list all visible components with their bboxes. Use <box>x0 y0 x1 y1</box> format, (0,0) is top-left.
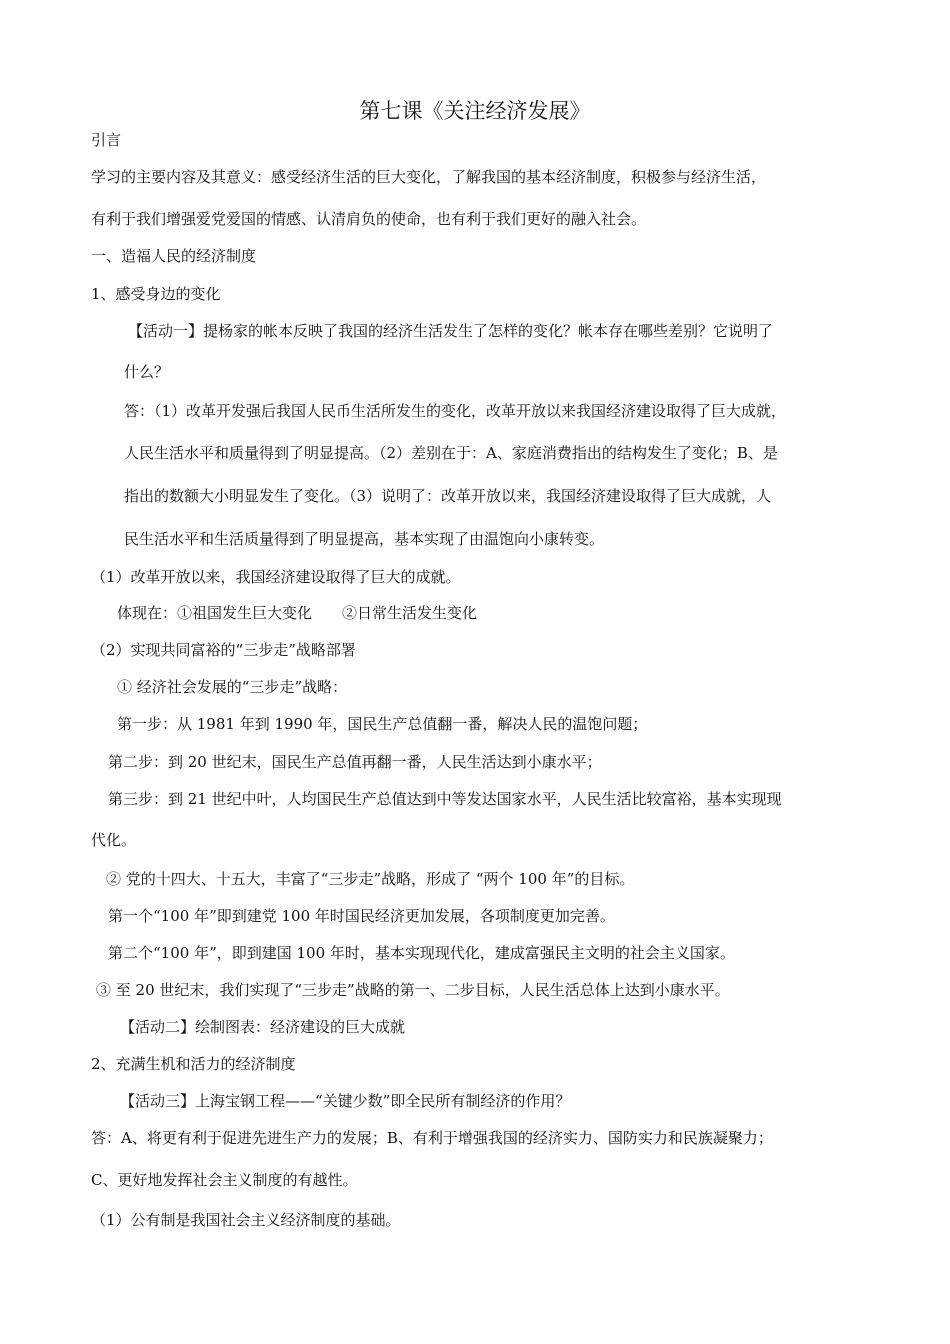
paragraph-line: 学习的主要内容及其意义：感受经济生活的巨大变化，了解我国的基本经济制度，积极参与经济生活， <box>91 168 767 186</box>
intro-heading: 引言 <box>91 131 122 149</box>
point-line: 第一个“100 年”即到建党 100 年时国民经济更加发展，各项制度更加完善。 <box>108 907 615 925</box>
paragraph-line: 有利于我们增强爱党爱国的情感、认清肩负的使命，也有利于我们更好的融入社会。 <box>91 210 647 228</box>
step-line: 第三步：到 21 世纪中叶，人均国民生产总值达到中等发达国家水平，人民生活比较富裕，基本实现现 <box>108 790 782 808</box>
point-line: 第二个“100 年”，即到建国 100 年时，基本实现现代化，建成富强民主文明的社会主义国家。 <box>108 944 735 962</box>
point-line: （2）实现共同富裕的“三步走”战略部署 <box>91 641 356 659</box>
point-line: ③ 至 20 世纪末，我们实现了“三步走”战略的第一、二步目标，人民生活总体上达到小康水平。 <box>96 981 730 999</box>
answer-line: 答：（1）改革开发强后我国人民币生活所发生的变化，改革开放以来我国经济建设取得了巨大成就， <box>124 402 787 420</box>
point-line: （1）公有制是我国社会主义经济制度的基础。 <box>91 1211 401 1229</box>
subsection-heading: 2、充满生机和活力的经济制度 <box>91 1055 296 1073</box>
point-line: ① 经济社会发展的“三步走”战略： <box>117 678 348 696</box>
point-line: （1）改革开放以来，我国经济建设取得了巨大的成就。 <box>91 568 461 586</box>
page-title: 第七课《关注经济发展》 <box>359 99 591 123</box>
answer-line: 指出的数额大小明显发生了变化。（3）说明了：改革开放以来，我国经济建设取得了巨大成就，人 <box>124 487 772 505</box>
section-heading: 一、造福人民的经济制度 <box>91 247 257 265</box>
subsection-heading: 1、感受身边的变化 <box>91 285 221 303</box>
answer-line: 民生活水平和生活质量得到了明显提高，基本实现了由温饱向小康转变。 <box>124 530 605 548</box>
step-line: 第一步：从 1981 年到 1990 年，国民生产总值翻一番，解决人民的温饱问题； <box>117 715 648 733</box>
point-line: ② 党的十四大、十五大，丰富了“三步走”战略，形成了 “两个 100 年”的目标。 <box>106 870 635 888</box>
activity-line: 【活动一】提杨家的帐本反映了我国的经济生活发生了怎样的变化？帐本存在哪些差别？它说明了 <box>128 322 774 340</box>
activity-line: 【活动三】上海宝钢工程——“关键少数”即全民所有制经济的作用？ <box>120 1092 571 1110</box>
answer-line: C、更好地发挥社会主义制度的有越性。 <box>91 1171 358 1189</box>
answer-line: 人民生活水平和质量得到了明显提高。（2）差别在于：A、家庭消费指出的结构发生了变化；B、是 <box>124 444 778 462</box>
point-line: 体现在：①祖国发生巨大变化 ②日常生活发生变化 <box>117 604 478 622</box>
step-line: 代化。 <box>91 831 137 849</box>
step-line: 第二步：到 20 世纪末，国民生产总值再翻一番，人民生活达到小康水平； <box>108 753 602 771</box>
activity-line: 【活动二】绘制图表：经济建设的巨大成就 <box>120 1018 406 1036</box>
answer-line: 答：A、将更有利于促进先进生产力的发展；B、有利于增强我国的经济实力、国防实力和民族凝聚力； <box>91 1129 773 1147</box>
activity-line: 什么？ <box>124 363 170 381</box>
